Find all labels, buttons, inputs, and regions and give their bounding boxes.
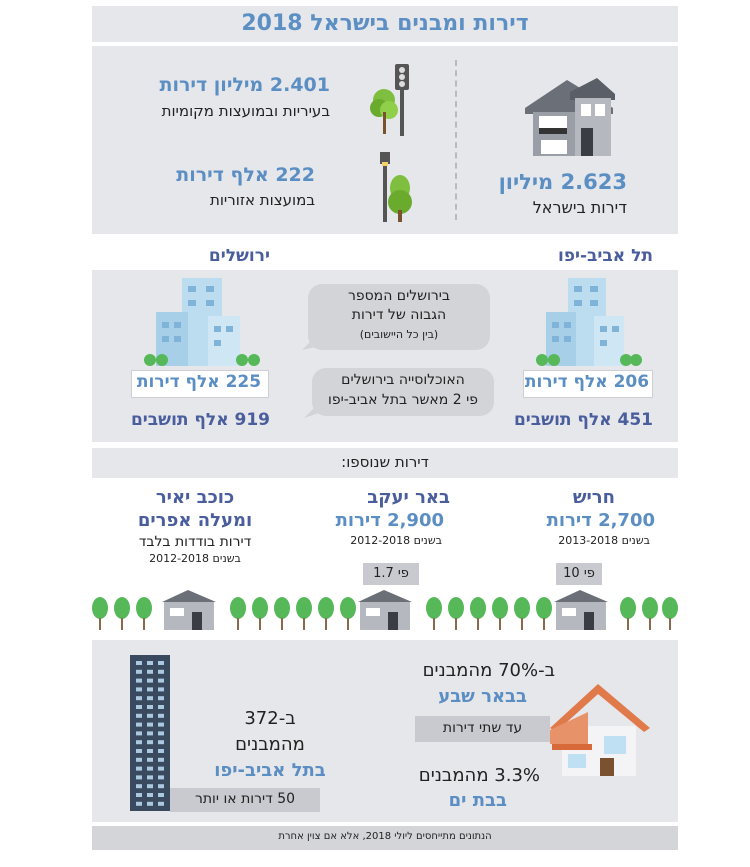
added-heading: דירות שנוספו: [341,453,429,471]
street-trees-icon [92,586,678,634]
bubble-bottom-line2: פי 2 מאשר בתל אביב-יפו [328,392,478,408]
bubble-top-line1: בירושלים המספר [347,288,451,304]
tel-aviv-line1: ב-372 [244,708,296,729]
harish-value: 2,700 דירות [546,510,655,531]
bat-yam-line1: 3.3% מהמבנים [418,765,540,786]
tower-icon [128,655,172,811]
tel-aviv-name: תל אביב-יפו [557,246,653,266]
harish-name: חריש [572,487,615,508]
regional-value: 222 אלף דירות [176,164,315,186]
bubble-top-line2: הגבוה של דירות [351,307,447,323]
harish-years: בשנים 2013-2018 [558,534,650,547]
beer-sheva-line2: בבאר שבע [438,686,527,707]
jerusalem-apartments: 225 אלף דירות [136,372,262,392]
street-lamp-icon [366,148,416,226]
regional-label: במועצות אזוריות [209,191,315,209]
tel-aviv-line2: מהמבנים [235,734,305,755]
roof-house-icon [548,680,658,780]
city-buildings-icon [534,276,644,368]
kochav-name-line1: כוכב יאיר [155,487,235,508]
beer-yaakov-value: 2,900 דירות [335,510,444,531]
divider [455,60,457,220]
bubble-top-line3: (בין כל היישובים) [359,328,439,341]
beer-yaakov-years: בשנים 2012-2018 [350,534,442,547]
fifty-apts-label: 50 דירות או יותר [194,791,296,807]
beer-sheva-line1: ב-70% מהמבנים [422,660,555,681]
city-buildings-icon [142,276,260,368]
footnote: הנתונים מתייחסים ליולי 2018, אלא אם צוין אחרת [278,831,492,842]
beer-yaakov-name: באר יעקב [367,487,450,508]
cities-label: בעיריות ובמועצות מקומיות [161,102,330,120]
israel-total-value: 2.623 מיליון [498,170,627,194]
kochav-years: בשנים 2012-2018 [149,552,241,565]
jerusalem-residents: 919 אלף תושבים [130,410,270,430]
tel-aviv-apartments: 206 אלף דירות [524,372,650,392]
house-icon [515,70,620,160]
israel-total-label: דירות בישראל [532,198,627,217]
kochav-name-line2: ומעלה אפרים [137,510,253,531]
cities-value: 2.401 מיליון דירות [159,74,330,96]
tel-aviv-line3: בתל אביב-יפו [214,760,326,781]
bat-yam-line2: בבת ים [448,790,507,811]
two-apts-label: עד שתי דירות [442,720,523,736]
jerusalem-name: ירושלים [208,246,270,266]
beer-yaakov-factor: פי 1.7 [373,566,409,581]
page-title: דירות ומבנים בישראל 2018 [92,6,678,42]
harish-factor: פי 10 [563,566,595,581]
tel-aviv-residents: 451 אלף תושבים [513,410,653,430]
bubble-bottom-line1: האוכלוסייה בירושלים [341,372,465,388]
kochav-desc: דירות בודדות בלבד [138,534,252,550]
traffic-light-icon [368,60,418,138]
